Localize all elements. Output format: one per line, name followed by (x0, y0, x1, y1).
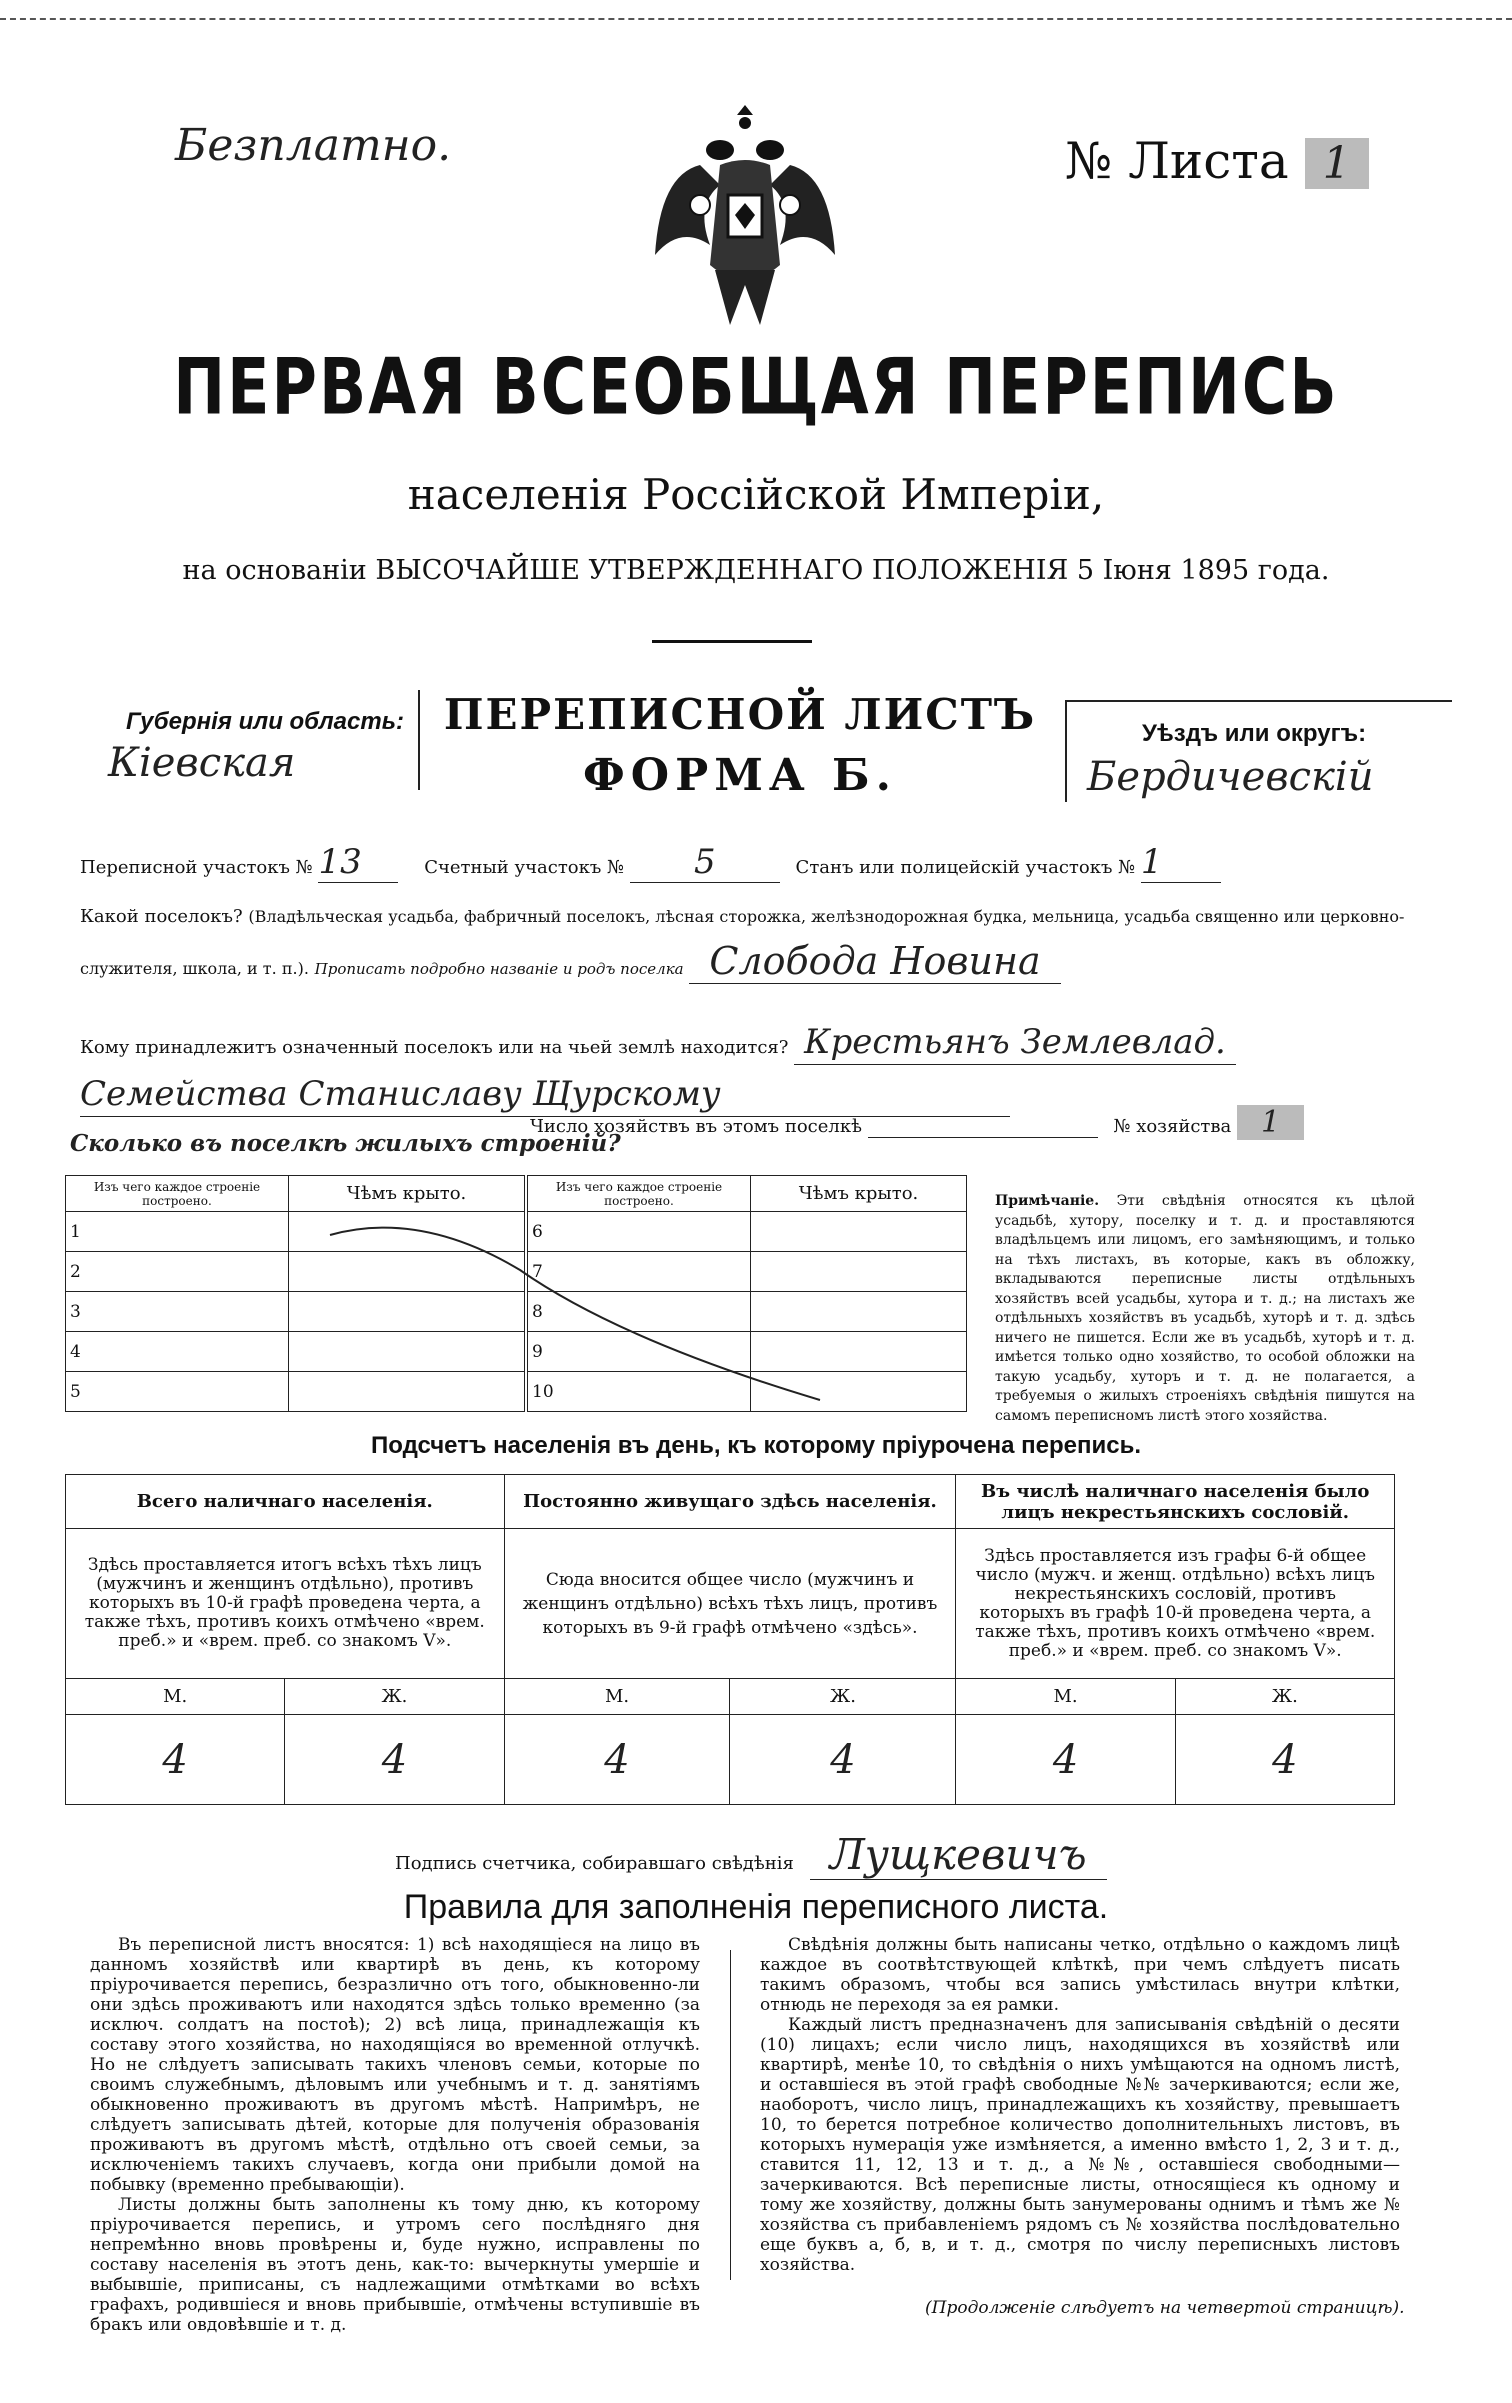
rules-column-divider (730, 1950, 731, 2280)
sheet-number-text: № Листа (1065, 132, 1289, 190)
census-area-label: Переписной участокъ № (80, 857, 313, 878)
building-row-number: 5 (66, 1372, 289, 1412)
building-row-number: 10 (528, 1372, 751, 1412)
census-area-row (80, 842, 1460, 883)
province-value[interactable]: Кіевская (108, 740, 296, 786)
building-row-number: 9 (528, 1332, 751, 1372)
sheet-number-value[interactable]: 1 (1305, 138, 1369, 189)
police-area-value[interactable]: 1 (1141, 842, 1221, 883)
count-col2-text: Сюда вносится общее число (мужчинъ и женщинъ отдѣльно) всѣхъ тѣхъ лицъ, противъ которыхъ въ 9-й графѣ отмѣчено «здѣсь». (504, 1529, 956, 1679)
province-label: Губернія или область: (126, 708, 404, 735)
col-material-header: Изъ чего каждое строеніе построено. (66, 1176, 289, 1212)
male-header: М. (66, 1679, 285, 1715)
header-divider (652, 640, 812, 643)
district-box (1065, 700, 1452, 802)
settlement-value[interactable]: Слобода Новина (689, 939, 1060, 984)
building-row-number: 8 (528, 1292, 751, 1332)
free-label: Безплатно. (175, 120, 452, 171)
district-value[interactable]: Бердичевскій (1087, 754, 1374, 800)
province-box (68, 690, 420, 790)
rules-heading: Правила для заполненія переписного листа. (403, 1888, 1109, 1926)
building-row-number: 3 (66, 1292, 289, 1332)
signature-label: Подпись счетчика, собиравшаго свѣдѣнія (395, 1853, 794, 1874)
page-title: ПЕРВАЯ ВСЕОБЩАЯ ПЕРЕПИСЬ (173, 340, 1339, 433)
households-value[interactable] (868, 1116, 1098, 1138)
count-area-label: Счетный участокъ № (424, 857, 625, 878)
settlement-label: Какой поселокъ? (80, 906, 243, 927)
female-header: Ж. (730, 1679, 956, 1715)
col-roof-header: Чѣмъ крыто. (289, 1176, 525, 1212)
count-table (65, 1474, 1395, 1805)
count-value[interactable]: 4 (504, 1715, 730, 1805)
strike-line (300, 1210, 860, 1410)
male-header: М. (504, 1679, 730, 1715)
count-col3-title: Въ числѣ наличнаго населенія было лицъ некрестьянскихъ сословій. (956, 1475, 1395, 1529)
female-header: Ж. (285, 1679, 504, 1715)
settlement-row (80, 895, 1420, 991)
owner-value-1[interactable]: Крестьянъ Землевлад. (794, 1020, 1236, 1065)
page-subtitle: населенія Россійской Имперіи, (407, 470, 1105, 519)
count-value[interactable]: 4 (66, 1715, 285, 1805)
col-roof-header: Чѣмъ крыто. (751, 1176, 967, 1212)
building-row-number: 2 (66, 1252, 289, 1292)
owner-row (80, 1020, 1420, 1117)
sheet-number-label (1065, 132, 1369, 190)
count-col1-text: Здѣсь проставляется итогъ всѣхъ тѣхъ лицъ (мужчинъ и женщинъ отдѣльно), противъ которыхъ въ 10-й графѣ проведена черта, а также тѣхъ, противъ коихъ отмѣчено «врем. преб.» и «врем. преб. со знакомъ V». (66, 1529, 505, 1679)
count-value[interactable]: 4 (1175, 1715, 1394, 1805)
count-value[interactable]: 4 (956, 1715, 1175, 1805)
rules-left-paragraph: Листы должны быть заполнены къ тому дню, къ которому пріурочивается перепись, и утромъ сего послѣдняго дня непремѣнно вновь провѣрены и, буде нужно, исправлены по составу населенія въ этотъ день, как-то: вычеркнуты умершіе и выбывшіе, приписаны, съ надлежащими отмѣтками во всѣхъ графахъ, родившіеся и вновь прибывшіе, отмѣчены вступившіе въ бракъ или овдовѣвшіе и т. д. (90, 2195, 700, 2335)
rules-left-paragraph: Въ переписной листъ вносятся: 1) всѣ находящіеся на лицо въ данномъ хозяйствѣ или квартирѣ въ день, къ которому пріурочивается перепись, безразлично отъ того, обыкновенно-ли они здѣсь проживаютъ или находятся здѣсь только временно (за исключ. солдатъ на постоѣ); 2) всѣ лица, принадлежащія къ составу этого хозяйства, но находящіяся во временной отлучкѣ. Но не слѣдуетъ записывать такихъ членовъ семьи, которые по своимъ служебнымъ, дѣловымъ или учебнымъ и т. д. занятіямъ обыкновенно проживаютъ въ другомъ мѣстѣ. Напримѣръ, не слѣдуетъ записывать дѣтей, которые для полученія образованія проживаютъ въ другомъ мѣстѣ, отдѣльно отъ своей семьи, за исключеніемъ такихъ случаевъ, когда они прибыли домой на побывку (временно пребывающіи). (90, 1935, 700, 2195)
count-col1-title: Всего наличнаго населенія. (66, 1475, 505, 1529)
sheet-title: ПЕРЕПИСНОЙ ЛИСТЪ (443, 690, 1037, 739)
building-row-number: 1 (66, 1212, 289, 1252)
rules-right-paragraph: Каждый листъ предназначенъ для записыванія свѣдѣній о десяти (10) лицахъ; если число лицъ, находящихся въ хозяйствѣ или квартирѣ, менѣе 10, то свѣдѣнія о нихъ умѣщаются на одномъ листѣ, и оставшіеся въ этой графѣ свободные №№ зачеркиваются; если же, наоборотъ, число лицъ, принадлежащихъ къ хозяйству, превышаетъ 10, то берется потребное количество дополнительныхъ листовъ, въ которыхъ нумерація уже измѣняется, а именно вмѣсто 1, 2, 3 и т. д., ставится 11, 12, 13 и т. д., а №№, оставшіеся свободными—зачеркиваются. Всѣ переписные листы, относящіеся къ одному и тому же хозяйству, должны быть занумерованы однимъ и тѣмъ же № хозяйства съ прибавленіемъ рядомъ съ № хозяйства послѣдовательно еще буквъ а, б, в, и т. д., смотря по числу переписныхъ листовъ хозяйства. (760, 2015, 1400, 2275)
note-text: Эти свѣдѣнія относятся къ цѣлой усадьбѣ, хутору, поселку и т. д. и проставляются владѣльцемъ или лицомъ, его замѣняющимъ, и только на тѣхъ листахъ, въ которые, какъ въ обложку, вкладываются переписные листы отдѣльныхъ хозяйствъ всей усадьбы, хутора и т. д.; на листахъ же отдѣльныхъ хозяйствъ въ усадьбѣ, хуторѣ и т. д. здѣсь ничего не пишется. Если же въ усадьбѣ, хуторѣ и т. д. имѣется только одно хозяйство, то особой обложки на такую усадьбу, хуторъ и т. д. не полагается, а требуемыя о жилыхъ строеніяхъ свѣдѣнія пишутся на самомъ переписномъ листѣ этого хозяйства. (995, 1193, 1415, 1424)
households-row (530, 1105, 1430, 1140)
note-label: Примѣчаніе. (995, 1193, 1100, 1209)
rules-continued: (Продолженіе слѣдуетъ на четвертой страницѣ). (925, 2298, 1405, 2318)
household-no-value[interactable]: 1 (1237, 1105, 1304, 1140)
building-row-number: 4 (66, 1332, 289, 1372)
top-border (0, 18, 1512, 20)
district-label: Уѣздъ или округъ: (1142, 720, 1367, 747)
rules-right-paragraph: Свѣдѣнія должны быть написаны четко, отдѣльно о каждомъ лицѣ каждое въ соотвѣтствующей клѣткѣ, при чемъ слѣдуетъ писать такимъ образомъ, чтобы вся запись умѣстилась внутри клѣтки, отнюдь не переходя за ея рамки. (760, 1935, 1400, 2015)
owner-value-2[interactable]: Семейства Станиславу Щурскому (80, 1072, 1010, 1117)
page-basis: на основаніи ВЫСОЧАЙШЕ УТВЕРЖДЕННАГО ПОЛОЖЕНІЯ 5 Іюня 1895 года. (182, 555, 1330, 586)
census-area-value[interactable]: 13 (318, 842, 398, 883)
count-col2-title: Постоянно живущаго здѣсь населенія. (504, 1475, 956, 1529)
building-row-number: 7 (528, 1252, 751, 1292)
signature-row (395, 1830, 1107, 1880)
households-label: Число хозяйствъ въ этомъ поселкѣ (530, 1116, 862, 1137)
settlement-hint-2: Прописать подробно названіе и родъ поселка (314, 960, 684, 978)
signature-value[interactable]: Лущкевичъ (810, 1830, 1107, 1880)
building-row-number: 6 (528, 1212, 751, 1252)
note-block (995, 1192, 1415, 1426)
female-header: Ж. (1175, 1679, 1394, 1715)
buildings-label: Сколько въ поселкѣ жилыхъ строеній? (70, 1130, 621, 1157)
count-area-value[interactable]: 5 (630, 842, 780, 883)
count-value[interactable]: 4 (285, 1715, 504, 1805)
settlement-hint: (Владѣльческая усадьба, фабричный поселокъ, лѣсная сторожка, желѣзнодорожная будка, мельница, усадьба священно или церковно-служителя, школа, и т. п.). (80, 907, 1405, 978)
form-label: ФОРМА Б. (583, 750, 897, 801)
count-value[interactable]: 4 (730, 1715, 956, 1805)
owner-label: Кому принадлежитъ означенный поселокъ или на чьей землѣ находится? (80, 1037, 789, 1058)
imperial-eagle-emblem (640, 95, 850, 345)
count-heading: Подсчетъ населенія въ день, къ которому пріурочена перепись. (371, 1432, 1141, 1459)
male-header: М. (956, 1679, 1175, 1715)
count-col3-text: Здѣсь проставляется изъ графы 6-й общее число (мужч. и женщ. отдѣльно) всѣхъ лицъ некрестьянскихъ сословій, противъ которыхъ въ графѣ 10-й проведена черта, а также тѣхъ, противъ коихъ отмѣчено «врем. преб.» и «врем. преб. со знакомъ V». (956, 1529, 1395, 1679)
rules-right-column (760, 1935, 1400, 2275)
household-no-label: № хозяйства (1113, 1116, 1232, 1137)
col-material-header: Изъ чего каждое строеніе построено. (528, 1176, 751, 1212)
rules-left-column (90, 1935, 700, 2335)
police-area-label: Станъ или полицейскій участокъ № (795, 857, 1136, 878)
